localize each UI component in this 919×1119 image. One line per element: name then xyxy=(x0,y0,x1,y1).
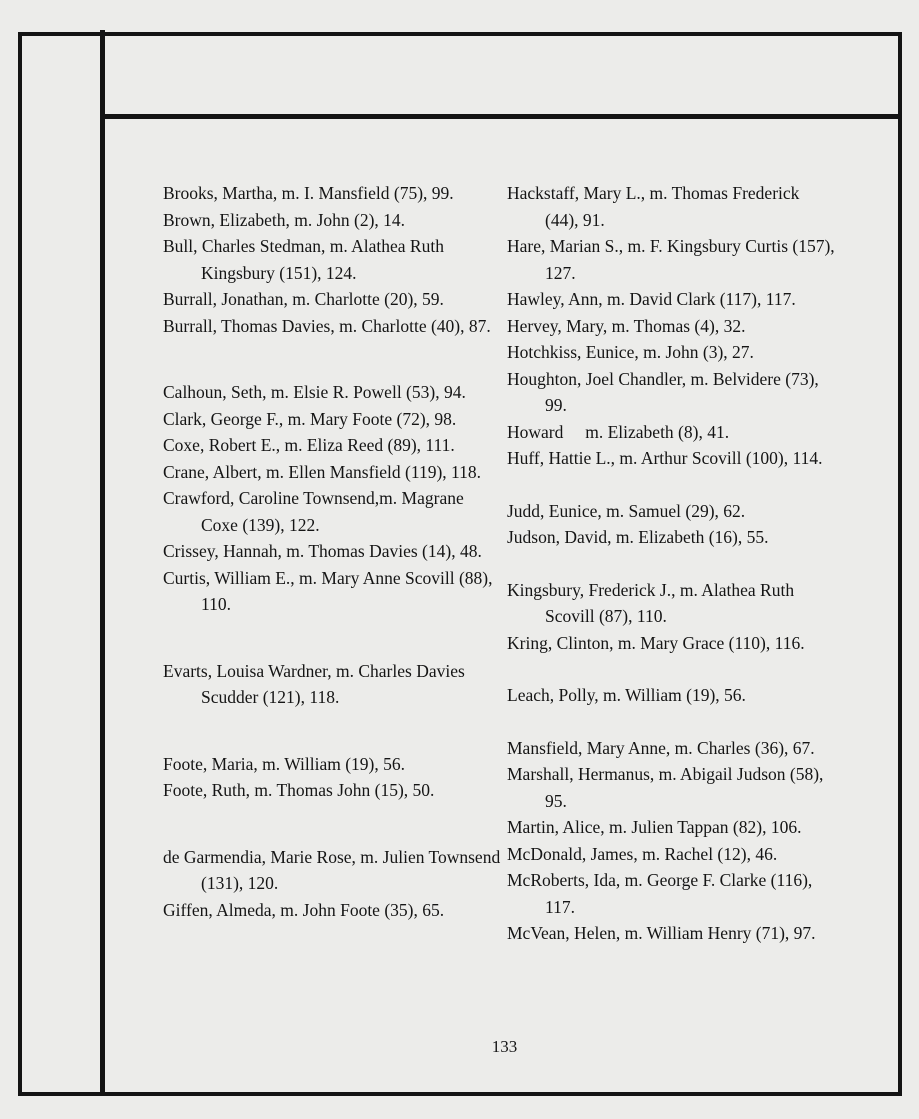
index-entry: Mansfield, Mary Anne, m. Charles (36), 67. xyxy=(507,737,815,758)
index-entry: Martin, Alice, m. Julien Tappan (82), 106. xyxy=(507,817,802,837)
index-entry: Burrall, Thomas Davies, m. Charlotte (40), 87. xyxy=(163,315,491,336)
index-entry: Hare, Marian S., m. F. Kingsbury Curtis (157), 127. xyxy=(507,236,835,283)
page-number: 133 xyxy=(491,1037,518,1056)
index-entry: Bull, Charles Stedman, m. Alathea Ruth Kingsbury (151), 124. xyxy=(163,236,444,283)
index-entry: Judson, David, m. Elizabeth (16), 55. xyxy=(507,527,769,547)
right-column xyxy=(507,180,837,947)
index-entry: Howard m. Elizabeth (8), 41. xyxy=(507,421,730,442)
index-entry: Kring, Clinton, m. Mary Grace (110), 116. xyxy=(507,632,805,653)
index-entry: Hackstaff, Mary L., m. Thomas Frederick (44), 91. xyxy=(507,183,800,230)
index-entry: Houghton, Joel Chandler, m. Belvidere (73), 99. xyxy=(507,368,819,415)
index-entry: Crissey, Hannah, m. Thomas Davies (14), 48. xyxy=(163,541,482,561)
index-entry: Huff, Hattie L., m. Arthur Scovill (100), 114. xyxy=(507,448,823,468)
index-entry: Foote, Ruth, m. Thomas John (15), 50. xyxy=(163,780,435,800)
index-entry: Marshall, Hermanus, m. Abigail Judson (58), 95. xyxy=(507,764,824,811)
index-entry: Coxe, Robert E., m. Eliza Reed (89), 111. xyxy=(163,435,455,455)
margin-rule xyxy=(100,30,105,1092)
index-entry: Clark, George F., m. Mary Foote (72), 98. xyxy=(163,408,457,429)
index-entry: Judd, Eunice, m. Samuel (29), 62. xyxy=(507,500,746,521)
index-entry: McRoberts, Ida, m. George F. Clarke (116), 117. xyxy=(507,870,813,917)
index-entry: Brooks, Martha, m. I. Mansfield (75), 99. xyxy=(163,183,454,203)
index-entry: Foote, Maria, m. William (19), 56. xyxy=(163,753,405,774)
index-entry: Crane, Albert, m. Ellen Mansfield (119), 118. xyxy=(163,461,482,482)
index-entry: Curtis, William E., m. Mary Anne Scovill (88), 110. xyxy=(163,567,493,614)
index-entry: de Garmendia, Marie Rose, m. Julien Townsend (131), 120. xyxy=(163,846,501,893)
index-entry: McVean, Helen, m. William Henry (71), 97. xyxy=(507,923,816,943)
index-entry: Crawford, Caroline Townsend,m. Magrane Coxe (139), 122. xyxy=(163,488,464,535)
index-entry: Evarts, Louisa Wardner, m. Charles Davies Scudder (121), 118. xyxy=(163,660,465,707)
index-entry: Leach, Polly, m. William (19), 56. xyxy=(507,685,746,705)
header-rule xyxy=(102,114,902,119)
index-entry: McDonald, James, m. Rachel (12), 46. xyxy=(507,843,778,864)
index-entry: Hotchkiss, Eunice, m. John (3), 27. xyxy=(507,342,754,362)
index-entry: Brown, Elizabeth, m. John (2), 14. xyxy=(163,209,406,230)
index-entry: Kingsbury, Frederick J., m. Alathea Ruth Scovill (87), 110. xyxy=(507,579,795,626)
index-entry: Calhoun, Seth, m. Elsie R. Powell (53), 94. xyxy=(163,382,466,402)
index-entry: Giffen, Almeda, m. John Foote (35), 65. xyxy=(163,899,445,920)
index-entry: Burrall, Jonathan, m. Charlotte (20), 59. xyxy=(163,289,444,309)
left-column xyxy=(163,180,503,923)
index-entry: Hervey, Mary, m. Thomas (4), 32. xyxy=(507,315,746,336)
index-entry: Hawley, Ann, m. David Clark (117), 117. xyxy=(507,289,796,309)
